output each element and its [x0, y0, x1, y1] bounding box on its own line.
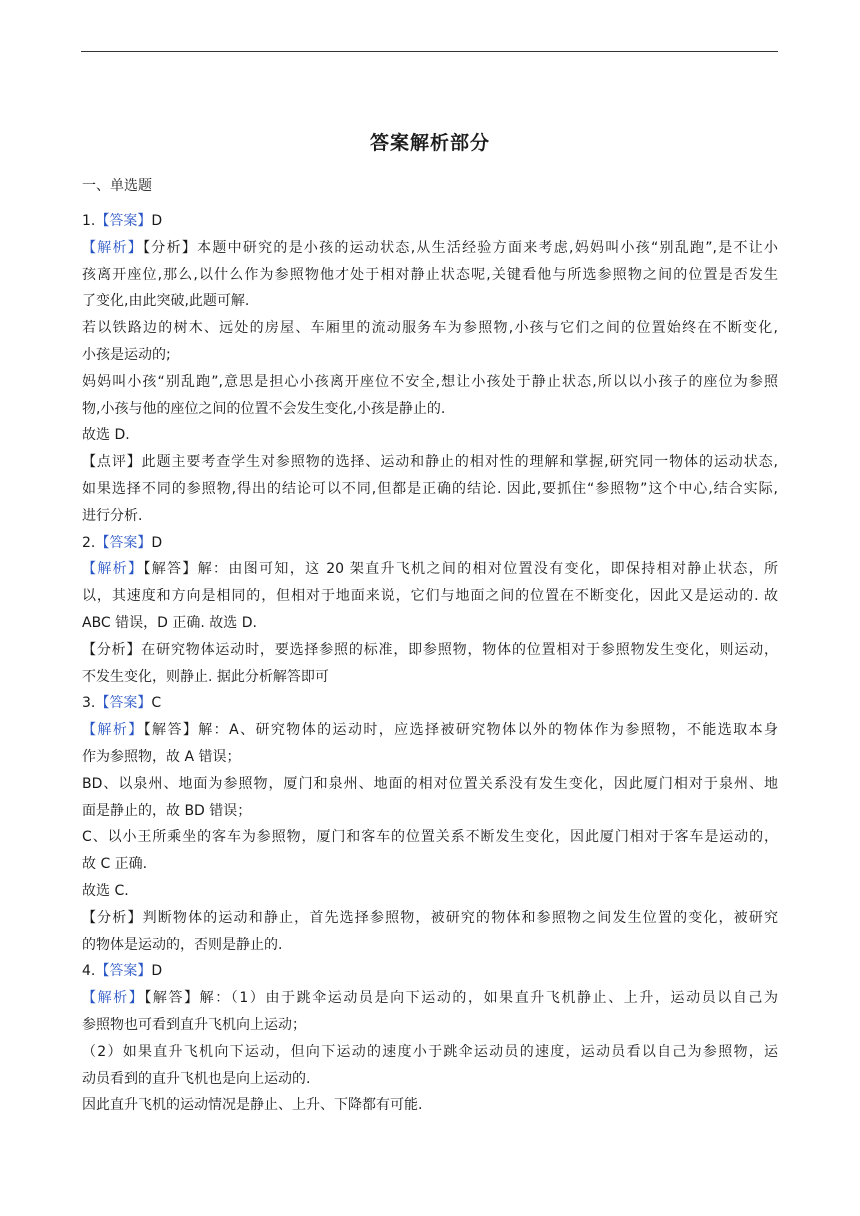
explanation-text: C、以小王所乘坐的客车为参照物，厦门和客车的位置关系不断发生变化，因此厦门相对于客车是运动的，: [82, 829, 778, 846]
explanation-line: [82, 422, 778, 449]
explanation-line: [82, 1066, 778, 1093]
explanation-line: [82, 932, 778, 959]
explanation-line: [82, 1039, 778, 1066]
explanation-line: [82, 369, 778, 396]
explanation-line: [82, 637, 778, 664]
explanation-line: [82, 235, 778, 262]
explanation-line: [82, 717, 778, 744]
explanation-text: 故选 D.: [82, 427, 130, 444]
explanation-text: 面是静止的，故 BD 错误；: [82, 802, 252, 819]
explanation-line: [82, 1012, 778, 1039]
answer-number: 2.: [82, 534, 96, 551]
explanation-text: 如果选择不同的参照物,得出的结论可以不同,但都是正确的结论. 因此,要抓住“参照物”这个中心,结合实际,: [82, 480, 778, 497]
explanation-text: 进行分析.: [82, 507, 143, 524]
explanation-line: [82, 503, 778, 530]
explanation-text: ABC 错误，D 正确. 故选 D.: [82, 614, 257, 631]
explanation-line: [82, 556, 778, 583]
answer-line: [82, 958, 778, 985]
analysis-tag: 【解析】: [82, 722, 144, 739]
explanation-text: 【解答】解：（1）由于跳伞运动员是向下运动的，如果直升飞机静止、上升，运动员以自己为: [144, 990, 778, 1007]
section-heading: 一、单选题: [82, 178, 152, 194]
explanation-text: 不发生变化，则静止. 据此分析解答即可: [82, 668, 329, 685]
answer-tag: 【答案】: [95, 963, 152, 980]
answer-line: [82, 690, 778, 717]
explanation-text: （2）如果直升飞机向下运动，但向下运动的速度小于跳伞运动员的速度，运动员看以自己为参照物，运: [82, 1043, 778, 1060]
page-title: 答案解析部分: [369, 132, 490, 154]
explanation-line: [82, 1092, 778, 1119]
explanation-line: [82, 878, 778, 905]
analysis-tag: 【解析】: [82, 239, 144, 256]
analysis-tag: 【解析】: [82, 990, 145, 1007]
answer-list: [82, 208, 778, 1119]
explanation-line: [82, 262, 778, 289]
answer-value: D: [151, 963, 163, 980]
explanation-line: [82, 342, 778, 369]
answer-tag: 【答案】: [95, 695, 152, 712]
answer-tag: 【答案】: [95, 534, 152, 551]
explanation-line: [82, 851, 778, 878]
explanation-line: [82, 824, 778, 851]
explanation-line: [82, 985, 778, 1012]
explanation-text: 动员看到的直升飞机也是向上运动的.: [82, 1070, 311, 1087]
explanation-text: 物,小孩与他的座位之间的位置不会发生变化,小孩是静止的.: [82, 400, 446, 417]
explanation-line: [82, 771, 778, 798]
explanation-text: 小孩是运动的;: [82, 346, 171, 363]
explanation-text: BD、以泉州、地面为参照物，厦门和泉州、地面的相对位置关系没有发生变化，因此厦门相对于泉州、地: [82, 775, 778, 792]
explanation-text: 参照物也可看到直升飞机向上运动；: [82, 1016, 306, 1033]
answer-value: C: [151, 695, 162, 712]
answer-tag: 【答案】: [95, 213, 152, 229]
header-rule: [81, 51, 778, 52]
answer-value: D: [151, 534, 163, 551]
explanation-line: [82, 744, 778, 771]
explanation-line: [82, 905, 778, 932]
explanation-text: 【解答】解：A、研究物体的运动时，应选择被研究物体以外的物体作为参照物，不能选取本身: [143, 722, 778, 739]
explanation-text: 了变化,由此突破,此题可解.: [82, 293, 250, 310]
answer-number: 3.: [82, 695, 96, 712]
explanation-text: 故 C 正确.: [82, 856, 148, 873]
explanation-text: 若以铁路边的树木、远处的房屋、车厢里的流动服务车为参照物,小孩与它们之间的位置始终在不断变化,: [82, 320, 778, 337]
explanation-line: [82, 288, 778, 315]
explanation-line: [82, 583, 778, 610]
answer-number: 4.: [82, 963, 96, 980]
explanation-text: 【分析】在研究物体运动时，要选择参照的标准，即参照物，物体的位置相对于参照物发生变化，则运动，: [82, 641, 778, 658]
explanation-text: 妈妈叫小孩“别乱跑”,意思是担心小孩离开座位不安全,想让小孩处于静止状态,所以以小孩子的座位为参照: [82, 373, 778, 390]
explanation-text: 【分析】本题中研究的是小孩的运动状态,从生活经验方面来考虑,妈妈叫小孩“别乱跑”,是不让小: [143, 239, 778, 256]
analysis-tag: 【解析】: [82, 561, 144, 578]
explanation-line: [82, 798, 778, 825]
explanation-line: [82, 396, 778, 423]
explanation-text: 【分析】判断物体的运动和静止，首先选择参照物，被研究的物体和参照物之间发生位置的变化，被研究: [82, 909, 778, 926]
explanation-line: [82, 664, 778, 691]
explanation-text: 的物体是运动的，否则是静止的.: [82, 936, 283, 953]
answer-line: [82, 208, 778, 235]
explanation-text: 以，其速度和方向是相同的，但相对于地面来说，它们与地面之间的位置在不断变化，因此又是运动的. 故: [82, 588, 778, 605]
explanation-line: [82, 476, 778, 503]
explanation-line: [82, 449, 778, 476]
answer-line: [82, 530, 778, 557]
explanation-text: 【解答】解：由图可知，这 20 架直升飞机之间的相对位置没有变化，即保持相对静止状态，所: [143, 561, 778, 578]
explanation-text: 孩离开座位,那么,以什么作为参照物他才处于相对静止状态呢,关键看他与所选参照物之间的位置是否发生: [82, 266, 778, 283]
answer-number: 1.: [82, 213, 96, 229]
explanation-text: 因此直升飞机的运动情况是静止、上升、下降都有可能.: [82, 1097, 423, 1114]
explanation-text: 【点评】此题主要考查学生对参照物的选择、运动和静止的相对性的理解和掌握,研究同一物体的运动状态,: [82, 454, 778, 471]
explanation-line: [82, 315, 778, 342]
answer-value: D: [151, 213, 163, 229]
explanation-text: 作为参照物，故 A 错误；: [82, 748, 241, 765]
explanation-line: [82, 610, 778, 637]
explanation-text: 故选 C.: [82, 882, 129, 899]
